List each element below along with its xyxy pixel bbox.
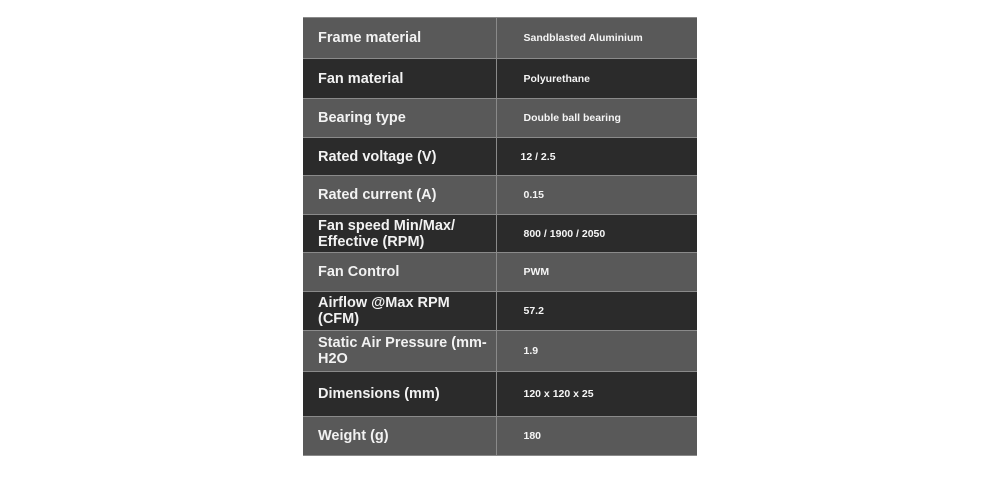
spec-label-rated-voltage: Rated voltage (V) <box>303 138 496 176</box>
spec-value-fan-material: Polyurethane <box>496 59 697 99</box>
table-row <box>303 59 697 99</box>
table-row <box>303 417 697 456</box>
spec-value-airflow: 57.2 <box>496 292 697 331</box>
spec-label-fan-speed: Fan speed Min/Max/ Effective (RPM) <box>303 215 496 253</box>
table-row <box>303 176 697 215</box>
table-row <box>303 372 697 417</box>
spec-label-frame-material: Frame material <box>303 18 496 59</box>
table-row <box>303 99 697 138</box>
spec-value-fan-control: PWM <box>496 253 697 292</box>
spec-value-rated-current: 0.15 <box>496 176 697 215</box>
table-row <box>303 215 697 253</box>
spec-label-bearing-type: Bearing type <box>303 99 496 138</box>
spec-label-weight: Weight (g) <box>303 417 496 456</box>
spec-label-static-air-pressure: Static Air Pressure (mm-H2O <box>303 331 496 372</box>
table-row <box>303 138 697 176</box>
table-row <box>303 18 697 59</box>
spec-table <box>303 17 697 456</box>
spec-value-static-air-pressure: 1.9 <box>496 331 697 372</box>
spec-value-dimensions: 120 x 120 x 25 <box>496 372 697 417</box>
spec-label-fan-material: Fan material <box>303 59 496 99</box>
table-row <box>303 292 697 331</box>
spec-value-rated-voltage: 12 / 2.5 <box>496 138 697 176</box>
spec-label-dimensions: Dimensions (mm) <box>303 372 496 417</box>
spec-value-frame-material: Sandblasted Aluminium <box>496 18 697 59</box>
spec-value-bearing-type: Double ball bearing <box>496 99 697 138</box>
table-row <box>303 331 697 372</box>
spec-label-fan-control: Fan Control <box>303 253 496 292</box>
spec-value-fan-speed: 800 / 1900 / 2050 <box>496 215 697 253</box>
spec-label-airflow: Airflow @Max RPM (CFM) <box>303 292 496 331</box>
spec-label-rated-current: Rated current (A) <box>303 176 496 215</box>
table-row <box>303 253 697 292</box>
spec-value-weight: 180 <box>496 417 697 456</box>
